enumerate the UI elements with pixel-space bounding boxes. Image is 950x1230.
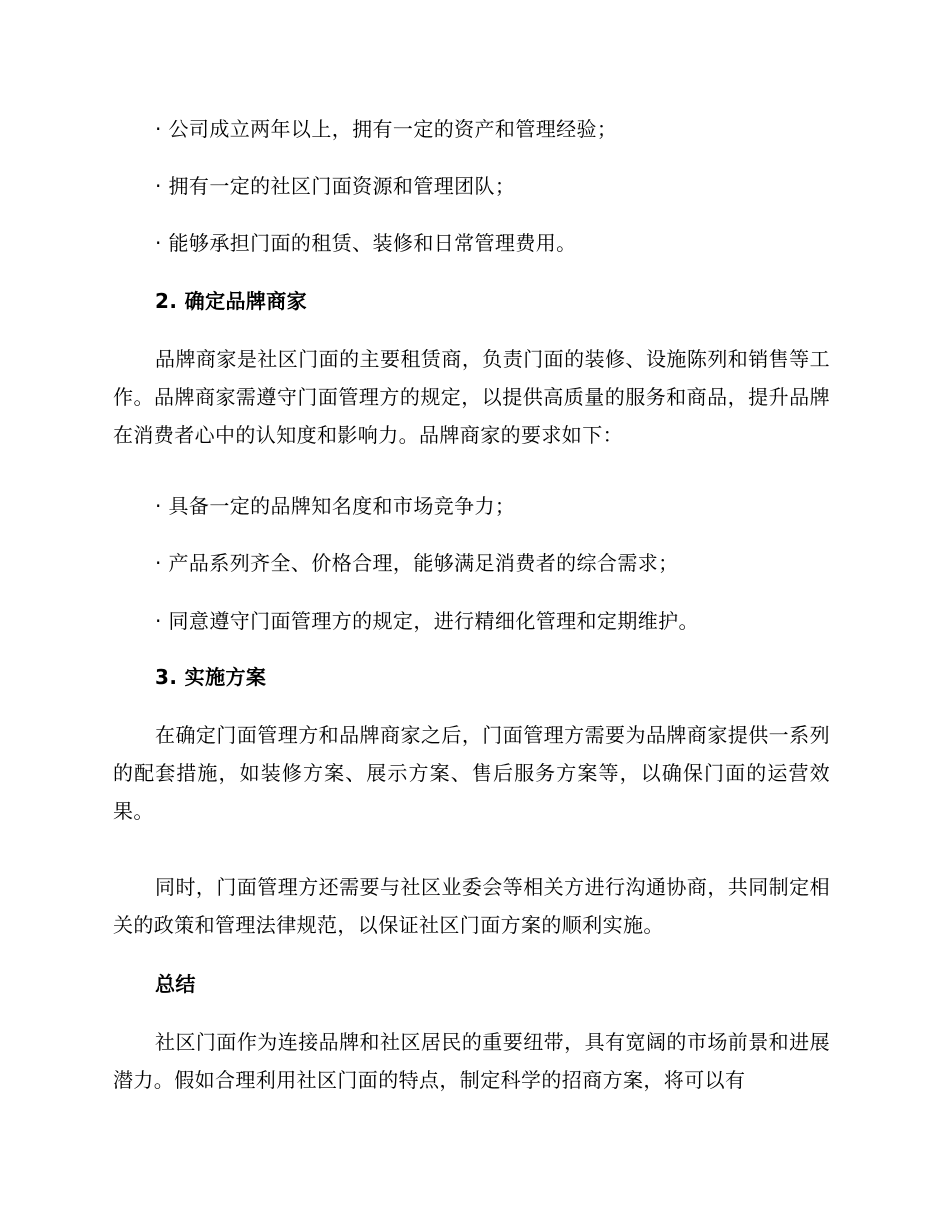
section-heading-2: 2. 确定品牌商家 — [155, 289, 308, 313]
section3-paragraph-2: 同时，门面管理方还需要与社区业委会等相关方进行沟通协商，共同制定相关的政策和管理法律规范，以保证社区门面方案的顺利实施。 — [113, 875, 830, 937]
bullet-item: · 同意遵守门面管理方的规定，进行精细化管理和定期维护。 — [155, 609, 699, 633]
section-heading-3: 3. 实施方案 — [155, 665, 267, 689]
section3-paragraph-1: 在确定门面管理方和品牌商家之后，门面管理方需要为品牌商家提供一系列的配套措施，如装修方案、展示方案、售后服务方案等，以确保门面的运营效果。 — [113, 723, 830, 823]
summary-heading: 总结 — [155, 972, 196, 996]
bullet-item: · 拥有一定的社区门面资源和管理团队； — [155, 174, 516, 198]
bullet-item: · 产品系列齐全、价格合理，能够满足消费者的综合需求； — [155, 551, 679, 575]
bullet-item: · 具备一定的品牌知名度和市场竞争力； — [155, 494, 516, 518]
bullet-item: · 能够承担门面的租赁、装修和日常管理费用。 — [155, 231, 577, 255]
section2-paragraph: 品牌商家是社区门面的主要租赁商，负责门面的装修、设施陈列和销售等工作。品牌商家需遵守门面管理方的规定，以提供高质量的服务和商品，提升品牌在消费者心中的认知度和影响力。品牌商家的要求如下： — [113, 347, 830, 447]
bullet-item: · 公司成立两年以上，拥有一定的资产和管理经验； — [155, 117, 618, 141]
summary-paragraph: 社区门面作为连接品牌和社区居民的重要纽带，具有宽阔的市场前景和进展潜力。假如合理利用社区门面的特点，制定科学的招商方案，将可以有 — [113, 1030, 830, 1092]
